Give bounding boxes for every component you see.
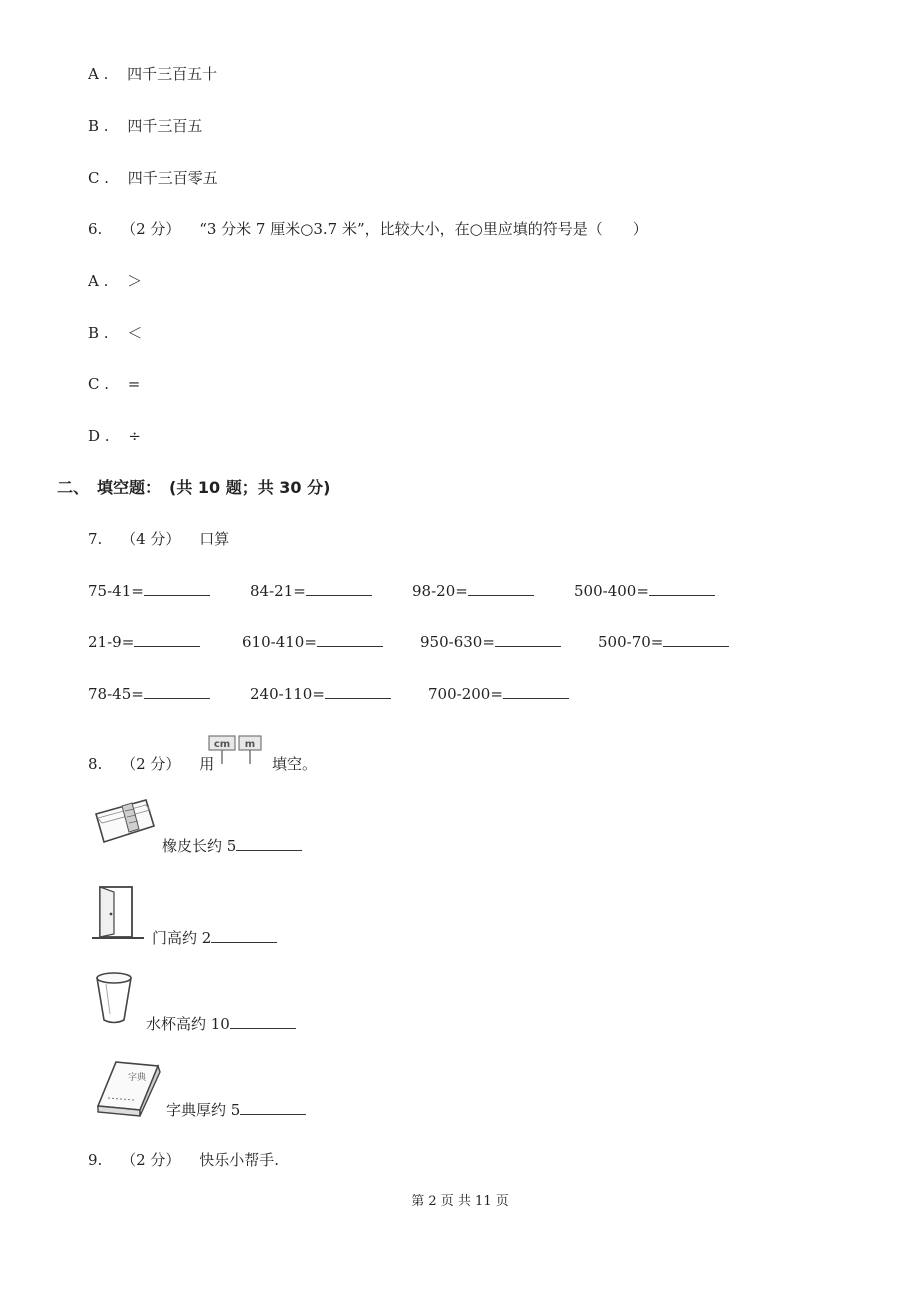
- unit-cm-label: cm: [213, 739, 231, 750]
- q6-option-a: [88, 271, 142, 291]
- unit-m-label: m: [244, 739, 256, 750]
- question-number: 9.: [88, 1151, 103, 1169]
- question-score: （2 分）: [121, 220, 181, 238]
- answer-blank[interactable]: [306, 581, 372, 596]
- q8-item-door: [152, 928, 277, 948]
- option-text: ＜: [127, 324, 143, 342]
- question-number: 8.: [88, 755, 103, 773]
- calc-item: [242, 632, 383, 652]
- option-text: 四千三百五: [127, 117, 203, 135]
- answer-blank[interactable]: [663, 632, 729, 647]
- question-text: “3 分米 7 厘米○3.7 米”，比较大小，在○里应填的符号是（ ）: [199, 220, 648, 238]
- unit-cards-icon: [206, 734, 266, 768]
- q8-item-cup: [146, 1014, 296, 1034]
- item-text: 橡皮长约 5: [162, 837, 237, 855]
- answer-blank[interactable]: [317, 632, 383, 647]
- option-label: B .: [88, 117, 109, 135]
- answer-blank[interactable]: [236, 836, 302, 851]
- answer-blank[interactable]: [503, 684, 569, 699]
- question-score: （4 分）: [121, 530, 181, 548]
- dictionary-cover-title: 字典: [128, 1073, 147, 1083]
- q7-stem: [88, 529, 229, 549]
- item-text: 字典厚约 5: [166, 1101, 241, 1119]
- calc-item: [250, 684, 391, 704]
- section-heading: 二、 填空题： (共 10 题；共 30 分): [57, 478, 331, 497]
- item-text: 门高约 2: [152, 929, 212, 947]
- calc-item: [88, 632, 200, 652]
- calc-item: [412, 581, 534, 601]
- question-number: 7.: [88, 530, 103, 548]
- answer-blank[interactable]: [211, 928, 277, 943]
- cup-icon: [92, 970, 138, 1026]
- q6-option-b: [88, 323, 142, 343]
- calc-expression: 500-400=: [574, 582, 649, 600]
- answer-blank[interactable]: [495, 632, 561, 647]
- calc-expression: 500-70=: [598, 633, 664, 651]
- answer-blank[interactable]: [134, 632, 200, 647]
- option-label: B .: [88, 324, 109, 342]
- answer-blank[interactable]: [468, 581, 534, 596]
- calc-item: [88, 684, 210, 704]
- option-text: =: [127, 375, 141, 393]
- q6-option-c: [88, 374, 140, 394]
- option-label: A .: [88, 65, 109, 83]
- question-suffix: 填空。: [272, 755, 318, 773]
- calc-item: [250, 581, 372, 601]
- calc-item: [420, 632, 561, 652]
- calc-expression: 84-21=: [250, 582, 306, 600]
- q5-option-c: [88, 168, 218, 188]
- calc-item: [598, 632, 729, 652]
- option-text: 四千三百零五: [127, 169, 218, 187]
- question-score: （2 分）: [121, 755, 181, 773]
- dictionary-icon: [94, 1058, 164, 1118]
- option-label: A .: [88, 272, 109, 290]
- question-score: （2 分）: [121, 1151, 181, 1169]
- option-text: 四千三百五十: [127, 65, 218, 83]
- option-text: ÷: [128, 427, 141, 445]
- q8-item-eraser: [162, 836, 302, 856]
- calc-expression: 75-41=: [88, 582, 144, 600]
- answer-blank[interactable]: [230, 1014, 296, 1029]
- answer-blank[interactable]: [144, 581, 210, 596]
- q5-option-b: [88, 116, 202, 136]
- option-label: D .: [88, 427, 110, 445]
- eraser-icon: [92, 796, 158, 846]
- door-icon: [90, 884, 146, 942]
- option-label: C .: [88, 375, 110, 393]
- answer-blank[interactable]: [240, 1100, 306, 1115]
- q8-stem: [88, 754, 214, 774]
- calc-expression: 950-630=: [420, 633, 495, 651]
- q6-option-d: [88, 426, 141, 446]
- calc-item: [574, 581, 715, 601]
- question-prefix: 用: [199, 755, 215, 773]
- option-text: ＞: [127, 272, 143, 290]
- q5-option-a: [88, 64, 217, 84]
- item-text: 水杯高约 10: [146, 1015, 230, 1033]
- q9-stem: [88, 1150, 279, 1170]
- calc-expression: 98-20=: [412, 582, 468, 600]
- calc-expression: 21-9=: [88, 633, 135, 651]
- option-label: C .: [88, 169, 110, 187]
- question-text: 口算: [199, 530, 230, 548]
- calc-item: [88, 581, 210, 601]
- calc-expression: 700-200=: [428, 685, 503, 703]
- q6-stem: [88, 219, 648, 239]
- q8-item-dictionary: [166, 1100, 306, 1120]
- page-footer: 第 2 页 共 11 页: [411, 1194, 509, 1209]
- question-text: 快乐小帮手.: [199, 1151, 279, 1169]
- calc-expression: 78-45=: [88, 685, 144, 703]
- question-number: 6.: [88, 220, 103, 238]
- calc-expression: 240-110=: [250, 685, 325, 703]
- answer-blank[interactable]: [144, 684, 210, 699]
- answer-blank[interactable]: [325, 684, 391, 699]
- calc-item: [428, 684, 569, 704]
- answer-blank[interactable]: [649, 581, 715, 596]
- calc-expression: 610-410=: [242, 633, 317, 651]
